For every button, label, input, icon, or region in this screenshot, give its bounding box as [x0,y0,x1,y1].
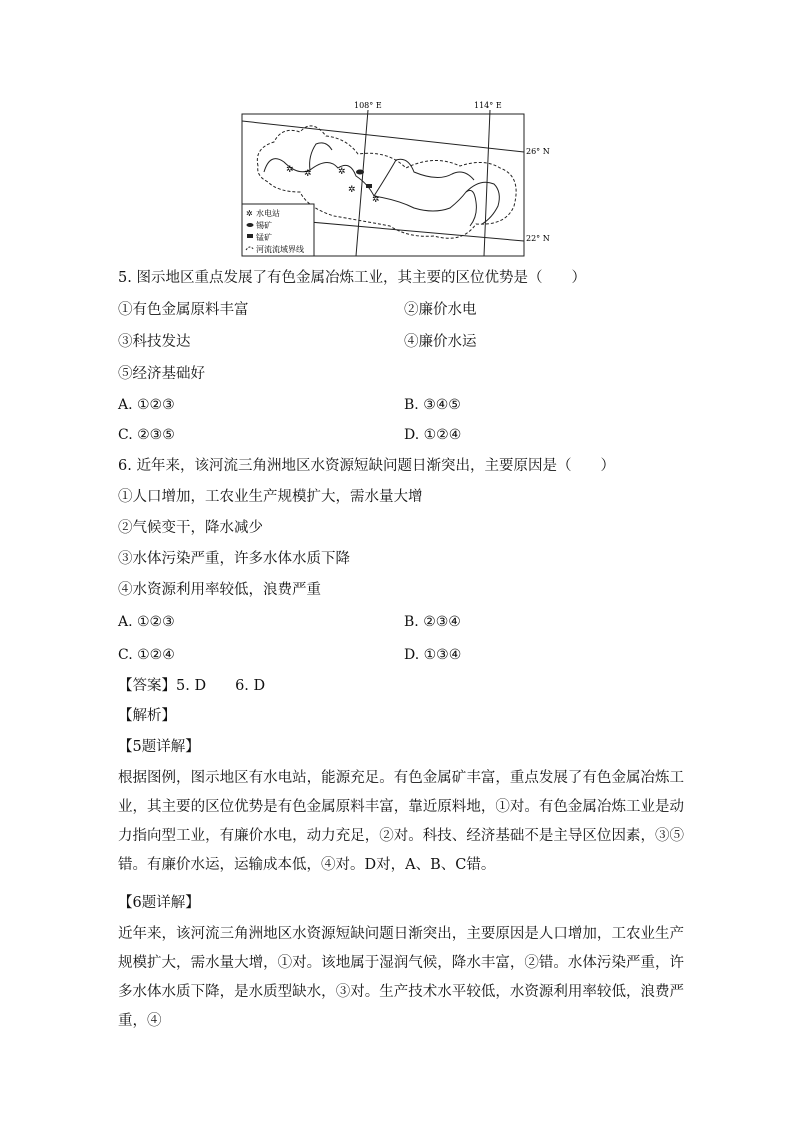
legend-hydro-label: 水电站 [256,209,280,218]
q6-option-b: B. ②③④ [404,614,461,630]
hydro-station-icon: ✲ [304,169,312,179]
q5-item-1: ①有色金属原料丰富 [118,302,249,318]
q5-item-2: ②廉价水电 [404,302,477,318]
manganese-mine-icon [366,184,372,188]
q5-item-5: ⑤经济基础好 [118,366,205,382]
river-tributary-3 [466,182,499,224]
q6-item-2: ②气候变干，降水减少 [118,520,263,536]
hydro-station-icon: ✲ [348,185,356,195]
q5-item-4: ④廉价水运 [404,334,477,350]
q6-option-c: C. ①②④ [118,647,175,663]
q6-item-1: ①人口增加，工农业生产规模扩大，需水量大增 [118,489,423,505]
q6-detail-heading: 【6题详解】 [118,895,200,911]
q6-stem: 6. 近年来，该河流三角洲地区水资源短缺问题日渐突出，主要原因是（ ） [118,458,615,474]
q6-option-a: A. ①②③ [118,614,175,630]
label-22n: 22° N [526,234,550,243]
q6-item-4: ④水资源利用率较低，浪费严重 [118,582,321,598]
hydro-station-icon: ✲ [286,165,294,175]
q6-option-d: D. ①③④ [404,647,462,663]
q5-option-a: A. ①②③ [118,397,175,413]
parallel-26 [242,121,524,152]
legend-boundary-label: 河流流域界线 [256,245,304,254]
legend-hydro-icon: ✲ [246,209,253,218]
legend-tin-label: 锡矿 [256,221,272,230]
q5-option-c: C. ②③⑤ [118,427,175,443]
meridian-108 [356,110,368,256]
river-tributary-1 [310,143,332,170]
q6-detail-body: 近年来，该河流三角洲地区水资源短缺问题日渐突出，主要原因是人口增加，工农业生产规模扩大，需水量大增，①对。该地属于湿润气候，降水丰富，②错。水体污染严重，许多水体水质下降，是水质型缺水，③对。生产技术水平较低，水资源利用率较低，浪费严重，④ [118,926,684,1029]
hydro-station-icon: ✲ [372,195,380,205]
legend-tin-icon [247,223,254,227]
river-tributary-2 [374,159,474,196]
q5-option-b: B. ③④⑤ [404,397,461,413]
legend-manganese-label: 锰矿 [256,233,272,242]
label-108e: 108° E [354,101,382,110]
label-26n: 26° N [526,147,550,156]
river-basin-map [238,96,550,258]
tin-mine-icon [356,170,364,175]
legend-manganese-icon [247,234,253,238]
answer-line: 【答案】5. D 6. D [118,678,266,694]
analysis-heading: 【解析】 [118,708,176,724]
hydro-station-icon: ✲ [338,167,346,177]
label-114e: 114° E [474,101,502,110]
q6-item-3: ③水体污染严重，许多水体水质下降 [118,551,350,567]
q5-detail-body: 根据图例，图示地区有水电站，能源充足。有色金属矿丰富，重点发展了有色金属冶炼工业，其主要的区位优势是有色金属原料丰富，靠近原料地，①对。有色金属冶炼工业是动力指向型工业，有廉价水电，动力充足，②对。科技、经济基础不是主导区位因素，③⑤错。有廉价水运，运输成本低，④对。D对，A、B、C错。 [118,770,684,873]
q5-stem: 5. 图示地区重点发展了有色金属冶炼工业，其主要的区位优势是（ ） [118,270,586,286]
q5-option-d: D. ①②④ [404,427,462,443]
q5-item-3: ③科技发达 [118,334,191,350]
q5-detail-heading: 【5题详解】 [118,739,200,755]
